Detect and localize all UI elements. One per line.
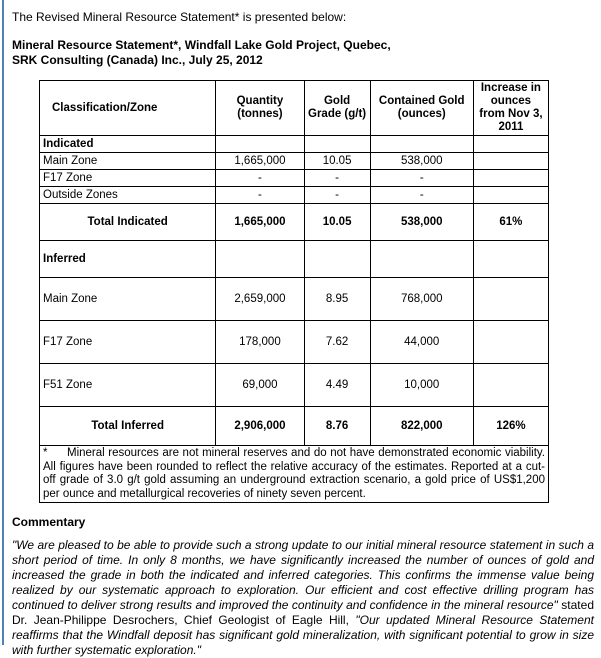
cell-increase (473, 136, 548, 153)
intro-text: The Revised Mineral Resource Statement* is presented below: (12, 10, 347, 24)
row-label: F51 Zone (40, 364, 216, 407)
row-label: Total Inferred (40, 407, 216, 446)
row-label: Total Indicated (40, 204, 216, 241)
cell-grade (304, 136, 370, 153)
commentary-quote2: "Our updated Mineral Resource Statement reaffirms that the Windfall deposit has significant gold mineralization, with significant potential to grow in size with further systematic exploration." (12, 613, 594, 657)
cell-grade: 10.05 (304, 153, 370, 170)
cell-ounces: 538,000 (370, 204, 473, 241)
cell-ounces: - (370, 170, 473, 187)
cell-ounces: 822,000 (370, 407, 473, 446)
cell-quantity: 178,000 (216, 321, 304, 364)
statement-title (12, 38, 594, 68)
table-row-f51-zone-inferred (40, 364, 549, 407)
document-page (2, 0, 601, 657)
cell-grade: - (304, 187, 370, 204)
table-row-main-zone-indicated (40, 153, 549, 170)
cell-grade: 8.95 (304, 278, 370, 321)
row-label: Main Zone (40, 153, 216, 170)
cell-increase (473, 187, 548, 204)
table-header-row (40, 81, 549, 136)
header-gold-grade: Gold Grade (g/t) (304, 81, 370, 136)
commentary-attribution: stated Dr. Jean-Philippe Desrochers, Chief Geologist of Eagle Hill, (12, 598, 594, 627)
table-footnote-row (40, 446, 549, 503)
statement-title-line2: SRK Consulting (Canada) Inc., July 25, 2012 (12, 53, 263, 67)
table-row-total-inferred (40, 407, 549, 446)
statement-title-line1: Mineral Resource Statement*, Windfall Lake Gold Project, Quebec, (12, 38, 391, 52)
cell-ounces: 768,000 (370, 278, 473, 321)
footnote-marker: * (43, 447, 48, 459)
cell-increase (473, 153, 548, 170)
commentary-paragraph (12, 538, 594, 658)
cell-quantity: 2,906,000 (216, 407, 304, 446)
cell-ounces (370, 241, 473, 278)
row-label: Indicated (40, 136, 216, 153)
cell-ounces: 44,000 (370, 321, 473, 364)
cell-quantity (216, 241, 304, 278)
header-contained-gold: Contained Gold (ounces) (370, 81, 473, 136)
cell-increase (473, 241, 548, 278)
footnote-text: Mineral resources are not mineral reserves and do not have demonstrated economic viability. All figures have been rounded to reflect the relative accuracy of the estimates. Reported at a cut-off grade of 3.0 g/t gold assuming an underground extraction scenario, a gold price of US$1,200 per ounce and metallurgical recoveries of ninety seven percent. (43, 447, 545, 500)
header-quantity: Quantity (tonnes) (216, 81, 304, 136)
cell-grade: 7.62 (304, 321, 370, 364)
cell-increase: 126% (473, 407, 548, 446)
footnote (40, 446, 549, 503)
cell-increase (473, 364, 548, 407)
cell-ounces (370, 136, 473, 153)
cell-ounces: - (370, 187, 473, 204)
row-label: Inferred (40, 241, 216, 278)
mineral-resource-table (39, 80, 549, 503)
cell-quantity: 2,659,000 (216, 278, 304, 321)
row-label: Outside Zones (40, 187, 216, 204)
table-row-outside-zones (40, 187, 549, 204)
cell-grade: 10.05 (304, 204, 370, 241)
table-row-inferred-section (40, 241, 549, 278)
cell-increase: 61% (473, 204, 548, 241)
cell-increase (473, 278, 548, 321)
cell-quantity: - (216, 170, 304, 187)
table-row-main-zone-inferred (40, 278, 549, 321)
row-label: F17 Zone (40, 170, 216, 187)
cell-increase (473, 170, 548, 187)
cell-quantity: - (216, 187, 304, 204)
cell-quantity: 1,665,000 (216, 153, 304, 170)
table-row-indicated-section (40, 136, 549, 153)
cell-grade (304, 241, 370, 278)
cell-ounces: 10,000 (370, 364, 473, 407)
table-row-total-indicated (40, 204, 549, 241)
cell-grade: 4.49 (304, 364, 370, 407)
row-label: F17 Zone (40, 321, 216, 364)
cell-quantity (216, 136, 304, 153)
commentary-quote1: "We are pleased to be able to provide such a strong update to our initial mineral resource statement in such a short period of time. In only 8 months, we have significantly increased the number of ounces of gold and increased the grade in both the indicated and inferred categories. This confirms the immense value being realized by our systematic approach to exploration. Our efficient and cost effective drilling program has continued to deliver strong results and improved the continuity and confidence in the mineral resource" (12, 538, 594, 612)
cell-quantity: 1,665,000 (216, 204, 304, 241)
cell-quantity: 69,000 (216, 364, 304, 407)
table-row-f17-zone-indicated (40, 170, 549, 187)
table-row-f17-zone-inferred (40, 321, 549, 364)
row-label: Main Zone (40, 278, 216, 321)
cell-ounces: 538,000 (370, 153, 473, 170)
header-increase: Increase in ounces from Nov 3, 2011 (473, 81, 548, 136)
cell-grade: 8.76 (304, 407, 370, 446)
cell-grade: - (304, 170, 370, 187)
header-classification-zone: Classification/Zone (40, 81, 216, 136)
commentary-heading: Commentary (12, 515, 86, 529)
cell-increase (473, 321, 548, 364)
